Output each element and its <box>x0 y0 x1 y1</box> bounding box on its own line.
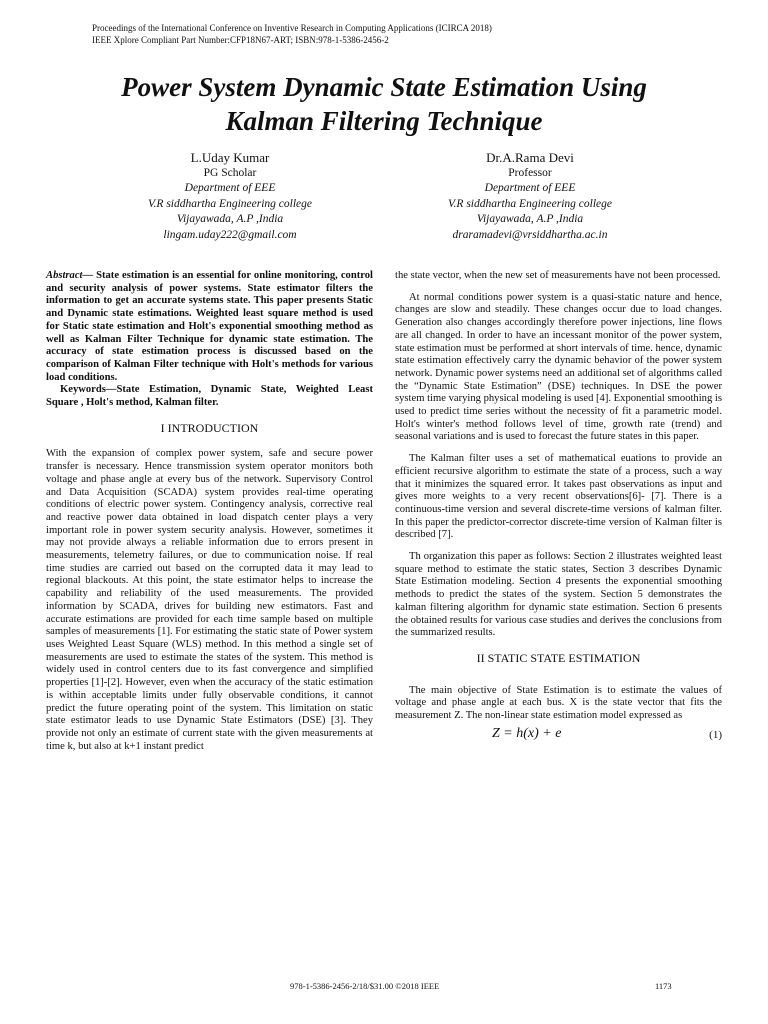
keywords <box>46 384 373 409</box>
author-city: Vijayawada, A.P ,India <box>176 213 284 225</box>
author-block-1 <box>80 150 380 243</box>
conference-header <box>92 22 492 46</box>
title-line-1: Power System Dynamic State Estimation Using <box>121 72 647 102</box>
author-college: V.R siddhartha Engineering college <box>448 197 612 210</box>
author-department: Department of EEE <box>184 182 276 194</box>
abstract-text: State estimation is an essential for online monitoring, control and security analysis of power systems. State estimator filters the information to get an accurate systems state. This paper presents Static and Dynamic state estimations. Weighted least square method is used for Static state estimation and Holt's exponential smoothing method as well as Kalman Filter Technique for dynamic state estimation. The accuracy of state estimation process is discussed based on the comparison of Kalman Filter technique with Holt's methods for various load conditions. <box>46 270 373 383</box>
static-paragraph-1: The main objective of State Estimation is to estimate the values of voltage and phase angle at each bus. X is the state vector that fits the measurement Z. The non-linear state estimation model expressed as <box>395 684 722 722</box>
author-block-2 <box>380 150 680 243</box>
copyright-notice: 978-1-5386-2456-2/18/$31.00 ©2018 IEEE <box>290 981 440 991</box>
paper-title <box>40 70 728 138</box>
section-heading-introduction: I INTRODUCTION <box>160 420 259 435</box>
intro-paragraph-4: Th organization this paper as follows: Section 2 illustrates weighted least square method to estimate the static states, Section 3 describes Dynamic State Estimation modeling. Section 4 presents the exponential smoothing methods to predict the states of the system. Section 5 demonstrates the kalman filtering algorithm for dynamic state estimation. Section 6 presents the obtained results for various case studies and derives the conclusions from the summarized results. <box>395 551 722 639</box>
header-line-1: Proceedings of the International Conference on Inventive Research in Computing Applications (ICIRCA 2018) <box>92 23 492 33</box>
author-college: V.R siddhartha Engineering college <box>148 197 312 210</box>
section-heading-static-state-estimation: II STATIC STATE ESTIMATION <box>476 650 641 665</box>
author-city: Vijayawada, A.P ,India <box>476 213 584 225</box>
abstract <box>46 270 373 384</box>
intro-paragraph-1-continued: the state vector, when the new set of measurements have not been processed. <box>395 270 721 281</box>
keywords-text: State Estimation, Dynamic State, Weighted Least Square , Holt's method, Kalman filter. <box>46 384 373 409</box>
keywords-label: Keywords— <box>60 384 117 396</box>
author-email: draramadevi@vrsiddhartha.ac.in <box>452 228 608 241</box>
intro-paragraph-3: The Kalman filter uses a set of mathematical euations to provide an efficient recursive algorithm to estimate the state of a process, such a way that it minimizes the squared error. It takes past observations as input and gives more weights to a very recent observations[6]- [7]. There is a continuous-time version and several discrete-time versions of kalman filter. In this paper the predictor-corrector discrete-time version of Kalman filter is described [7]. <box>395 453 722 541</box>
equation-number: (1) <box>709 728 722 741</box>
author-email: lingam.uday222@gmail.com <box>163 228 297 241</box>
page-number: 1173 <box>655 981 672 991</box>
author-role: PG Scholar <box>203 166 257 179</box>
author-department: Department of EEE <box>484 182 576 194</box>
author-role: Professor <box>508 166 552 179</box>
abstract-label: Abstract— <box>46 270 94 281</box>
author-name: Dr.A.Rama Devi <box>486 150 574 165</box>
intro-paragraph-1: With the expansion of complex power system, safe and secure power transfer is necessary. Hence transmission system operator monitors both voltage and phase angle at every bus of the network. Supervisory Control and Data Acquisition (SCADA) system provides real-time operating conditions of electric power system. Contingency analysis, corrective real and reactive power data obtained in load dispatch center plays a very important role in power system security analysis. However, sometimes it may not provide always a reliable information due to errors present in measurements, telemetry failures, or due to communication noise. If real time studies are carried out based on the corrupted data it may lead to regional blackouts. At this point, the state estimator helps to increase the capability and reliability of the used measurements. The provided information by SCADA, drives for building new estimators. Fast and accurate estimations are provided for each time sample based on multiple samples of measurements [1]. For estimating the static state of Power system uses Weighted Least Square (WLS) method. In this method a single set of measurements are used to estimate the states of the system. This method is widely used in control centers due to its fast convergence and simplified properties [1]-[2]. However, even when the accuracy of the static estimation is within acceptable limits under fully observable conditions, it cannot predict the future operating point of the system. This limitation on static state estimator leads to use Dynamic State Estimators (DSE) [3]. They provide not only an estimate of current state with the given measurements at time k, but also at k+1 instant predict <box>46 448 373 752</box>
left-column <box>46 270 373 753</box>
equation-1 <box>395 727 722 747</box>
right-column <box>395 270 722 747</box>
intro-paragraph-2: At normal conditions power system is a quasi-static nature and hence, changes are slow and steadily. These changes occur due to load changes. Generation also changes accordingly therefore power injections, line flows are all changed. In order to have an incessant monitor of the power system, state estimation must be performed at short intervals of time. hence, dynamic state estimation effectively carry the dynamic behavior of the power system network. Dynamic power systems need an additional set of algorithms called the “Dynamic State Estimation” (DSE) techniques. In DSE the power system time varying physical modeling is used [4]. Exponential smoothing is used to predict time series without the necessity of fit a parametric model. Holt's winter's method follows level of time, growth rate (trend) and seasonal variations and is used to forecast the future states in this paper. <box>395 291 722 443</box>
header-line-2: IEEE Xplore Compliant Part Number:CFP18N67-ART; ISBN:978-1-5386-2456-2 <box>92 35 389 45</box>
author-name: L.Uday Kumar <box>190 150 270 165</box>
equation-formula: Z = h(x) + e <box>492 725 562 741</box>
title-line-2: Kalman Filtering Technique <box>225 106 543 136</box>
